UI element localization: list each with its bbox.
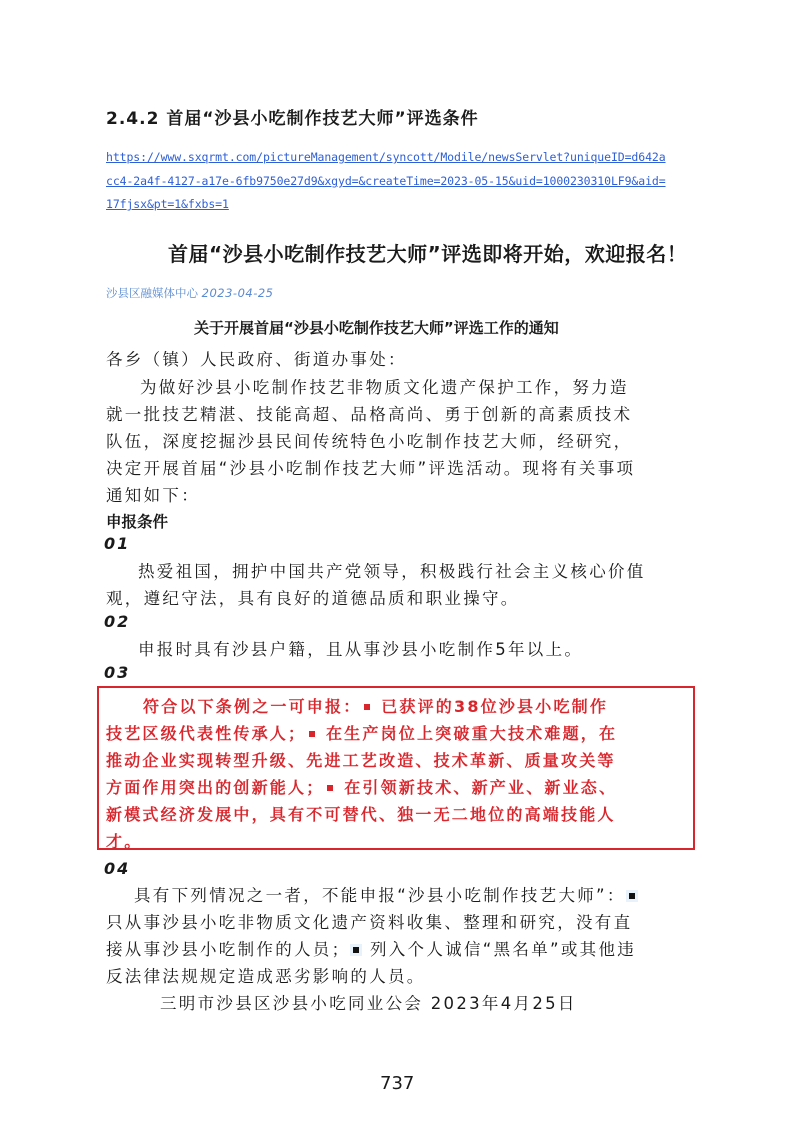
item-03-text: 在引领新技术、新产业、新业态、 bbox=[344, 778, 618, 797]
item-03-line bbox=[106, 721, 617, 744]
conditions-label: 申报条件 bbox=[106, 513, 169, 531]
bullet-square-icon bbox=[361, 701, 373, 713]
item-03-line: 才。 bbox=[106, 832, 143, 851]
item-number-01: 01 bbox=[104, 534, 131, 553]
item-04-text: 列入个人诚信“黑名单”或其他违 bbox=[369, 940, 637, 959]
item-04-line: 只从事沙县小吃非物质文化遗产资料收集、整理和研究，没有直 bbox=[106, 913, 633, 932]
source-url-line-2[interactable]: cc4-2a4f-4127-a17e-6fb9750e27d9&xgyd=&createTime=2023-05-15&uid=1000230310LF9&aid= bbox=[106, 174, 666, 188]
page-number: 737 bbox=[380, 1073, 415, 1094]
bullet-square-icon bbox=[324, 782, 336, 794]
item-04-text: 接从事沙县小吃制作的人员； bbox=[106, 940, 351, 959]
item-03-text: 符合以下条例之一可申报： bbox=[143, 697, 362, 716]
intro-line: 通知如下： bbox=[106, 486, 200, 505]
item-04-line: 反法律法规规定造成恶劣影响的人员。 bbox=[106, 967, 426, 986]
source-url-line-3[interactable]: 17fjsx&pt=1&fxbs=1 bbox=[106, 197, 229, 211]
intro-line: 就一批技艺精湛、技能高超、品格高尚、勇于创新的高素质技术 bbox=[106, 405, 633, 424]
item-01-line: 热爱祖国，拥护中国共产党领导，积极践行社会主义核心价值 bbox=[138, 562, 646, 581]
item-03-line bbox=[143, 694, 608, 717]
item-03-text: 已获评的38位沙县小吃制作 bbox=[381, 697, 609, 716]
meta-date: 2023-04-25 bbox=[201, 286, 274, 300]
item-number-03: 03 bbox=[104, 663, 131, 682]
intro-line: 为做好沙县小吃制作技艺非物质文化遗产保护工作，努力造 bbox=[140, 378, 629, 397]
notice-title: 关于开展首届“沙县小吃制作技艺大师”评选工作的通知 bbox=[194, 319, 559, 337]
item-number-04: 04 bbox=[104, 859, 131, 878]
intro-line: 队伍，深度挖掘沙县民间传统特色小吃制作技艺大师，经研究， bbox=[106, 432, 633, 451]
source-url-line-1[interactable]: https://www.sxqrmt.com/pictureManagement/syncott/Modile/newsServlet?uniqueID=d642a bbox=[106, 150, 666, 164]
item-04-line bbox=[134, 882, 638, 906]
item-04-line bbox=[106, 936, 636, 960]
article-title: 首届“沙县小吃制作技艺大师”评选即将开始，欢迎报名！ bbox=[168, 242, 688, 266]
item-03-line: 推动企业实现转型升级、先进工艺改造、技术革新、质量攻关等 bbox=[106, 751, 616, 770]
signature: 三明市沙县区沙县小吃同业公会 2023年4月25日 bbox=[160, 994, 577, 1013]
article-meta bbox=[106, 285, 274, 301]
bullet-square-icon bbox=[306, 728, 318, 740]
section-heading: 2.4.2 首届“沙县小吃制作技艺大师”评选条件 bbox=[106, 109, 479, 129]
intro-line: 决定开展首届“沙县小吃制作技艺大师”评选活动。现将有关事项 bbox=[106, 459, 636, 478]
bullet-square-icon bbox=[626, 890, 638, 902]
item-04-text: 具有下列情况之一者，不能申报“沙县小吃制作技艺大师”： bbox=[134, 886, 626, 905]
item-01-line: 观，遵纪守法，具有良好的道德品质和职业操守。 bbox=[106, 589, 520, 608]
salutation: 各乡（镇）人民政府、街道办事处： bbox=[106, 350, 407, 369]
item-03-line: 新模式经济发展中，具有不可替代、独一无二地位的高端技能人 bbox=[106, 805, 616, 824]
meta-source: 沙县区融媒体中心 bbox=[106, 286, 198, 300]
item-03-text: 技艺区级代表性传承人； bbox=[106, 724, 307, 743]
item-03-text: 方面作用突出的创新能人； bbox=[106, 778, 325, 797]
item-02-line: 申报时具有沙县户籍，且从事沙县小吃制作5年以上。 bbox=[138, 640, 584, 659]
bullet-square-icon bbox=[350, 944, 362, 956]
item-03-text: 在生产岗位上突破重大技术难题，在 bbox=[325, 724, 618, 743]
item-03-line bbox=[106, 775, 617, 798]
item-number-02: 02 bbox=[104, 612, 131, 631]
